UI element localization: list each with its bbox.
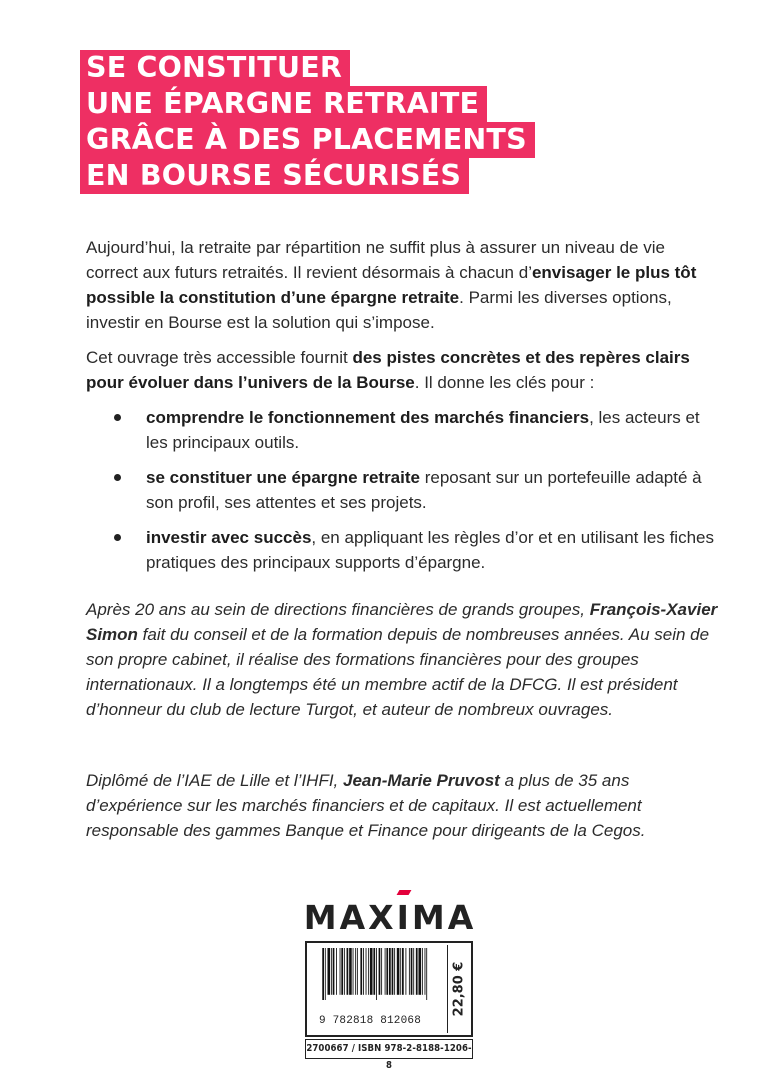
key-points-list	[86, 405, 714, 575]
barcode	[312, 948, 440, 1008]
isbn-line: 2700667 / ISBN 978-2-8188-1206-8	[305, 1039, 473, 1059]
intro-p2-text: Cet ouvrage très accessible fournit	[86, 348, 353, 367]
list-item	[86, 405, 714, 455]
bio-1-intro: Après 20 ans au sein de directions financières de grands groupes,	[86, 600, 590, 619]
bullet-3-text: , en appliquant les règles d’or et en utilisant les fiches pratiques des principaux supports d’épargne.	[146, 528, 714, 572]
intro-p2-end: . Il donne les clés pour :	[414, 373, 595, 392]
author-name-1: François-Xavier Simon	[86, 600, 718, 644]
intro-p1-end: . Parmi les diverses options, investir en Bourse est la solution qui s’impose.	[86, 288, 672, 332]
publisher-logo	[0, 898, 780, 937]
barcode-bars-icon	[312, 948, 440, 1000]
title-line-4: EN BOURSE SÉCURISÉS	[80, 158, 469, 194]
bullet-1-bold: comprendre le fonctionnement des marchés financiers	[146, 408, 590, 427]
logo-accent-letter	[397, 898, 412, 937]
bullet-icon	[114, 414, 121, 421]
intro-p1-bold: envisager le plus tôt possible la constitution d’une épargne retraite	[86, 263, 697, 307]
bullet-icon	[114, 534, 121, 541]
bio-2-text: a plus de 35 ans d’expérience sur les marchés financiers et de capitaux. Il est actuellement responsable des gammes Banque et Finance pour dirigeants de la Cegos.	[86, 771, 646, 840]
bio-2-intro: Diplômé de l’IAE de Lille et l’IHFI,	[86, 771, 343, 790]
logo-part-1: MAX	[303, 898, 397, 937]
bullet-1-text: , les acteurs et les principaux outils.	[146, 408, 700, 452]
author-bio-2	[86, 768, 726, 843]
bullet-2-bold: se constituer une épargne retraite	[146, 468, 420, 487]
logo-part-3: MA	[411, 898, 477, 937]
intro-paragraph-2	[86, 345, 714, 395]
intro-paragraph-1	[86, 235, 714, 335]
barcode-digits: 9 782818 812068	[319, 1015, 422, 1027]
logo-part-2: I	[396, 898, 412, 937]
intro-p1-text: Aujourd’hui, la retraite par répartition ne suffit plus à assurer un niveau de vie correct aux futurs retraités. Il revient désormais à chacun d’	[86, 238, 665, 282]
author-bio-1	[86, 597, 726, 722]
title-block	[80, 50, 535, 194]
list-item	[86, 525, 714, 575]
title-line-3: GRÂCE À DES PLACEMENTS	[80, 122, 535, 158]
price: 22,80 €	[451, 961, 467, 1017]
title-line-1: SE CONSTITUER	[80, 50, 350, 86]
list-item	[86, 465, 714, 515]
title-line-2: UNE ÉPARGNE RETRAITE	[80, 86, 487, 122]
barcode-box	[305, 941, 473, 1037]
intro-p2-bold: des pistes concrètes et des repères clairs pour évoluer dans l’univers de la Bourse	[86, 348, 690, 392]
description	[86, 235, 714, 585]
accent-mark-icon	[396, 890, 411, 895]
price-panel	[447, 945, 470, 1033]
bio-1-text: fait du conseil et de la formation depuis de nombreuses années. Au sein de son propre cabinet, il réalise des formations financières pour des groupes internationaux. Il a longtemps été un membre actif de la DFCG. Il est président d’honneur du club de lecture Turgot, et auteur de nombreux ouvrages.	[86, 625, 710, 719]
bullet-2-text: reposant sur un portefeuille adapté à son profil, ses attentes et ses projets.	[146, 468, 702, 512]
bullet-icon	[114, 474, 121, 481]
author-name-2: Jean-Marie Pruvost	[343, 771, 500, 790]
bullet-3-bold: investir avec succès	[146, 528, 312, 547]
